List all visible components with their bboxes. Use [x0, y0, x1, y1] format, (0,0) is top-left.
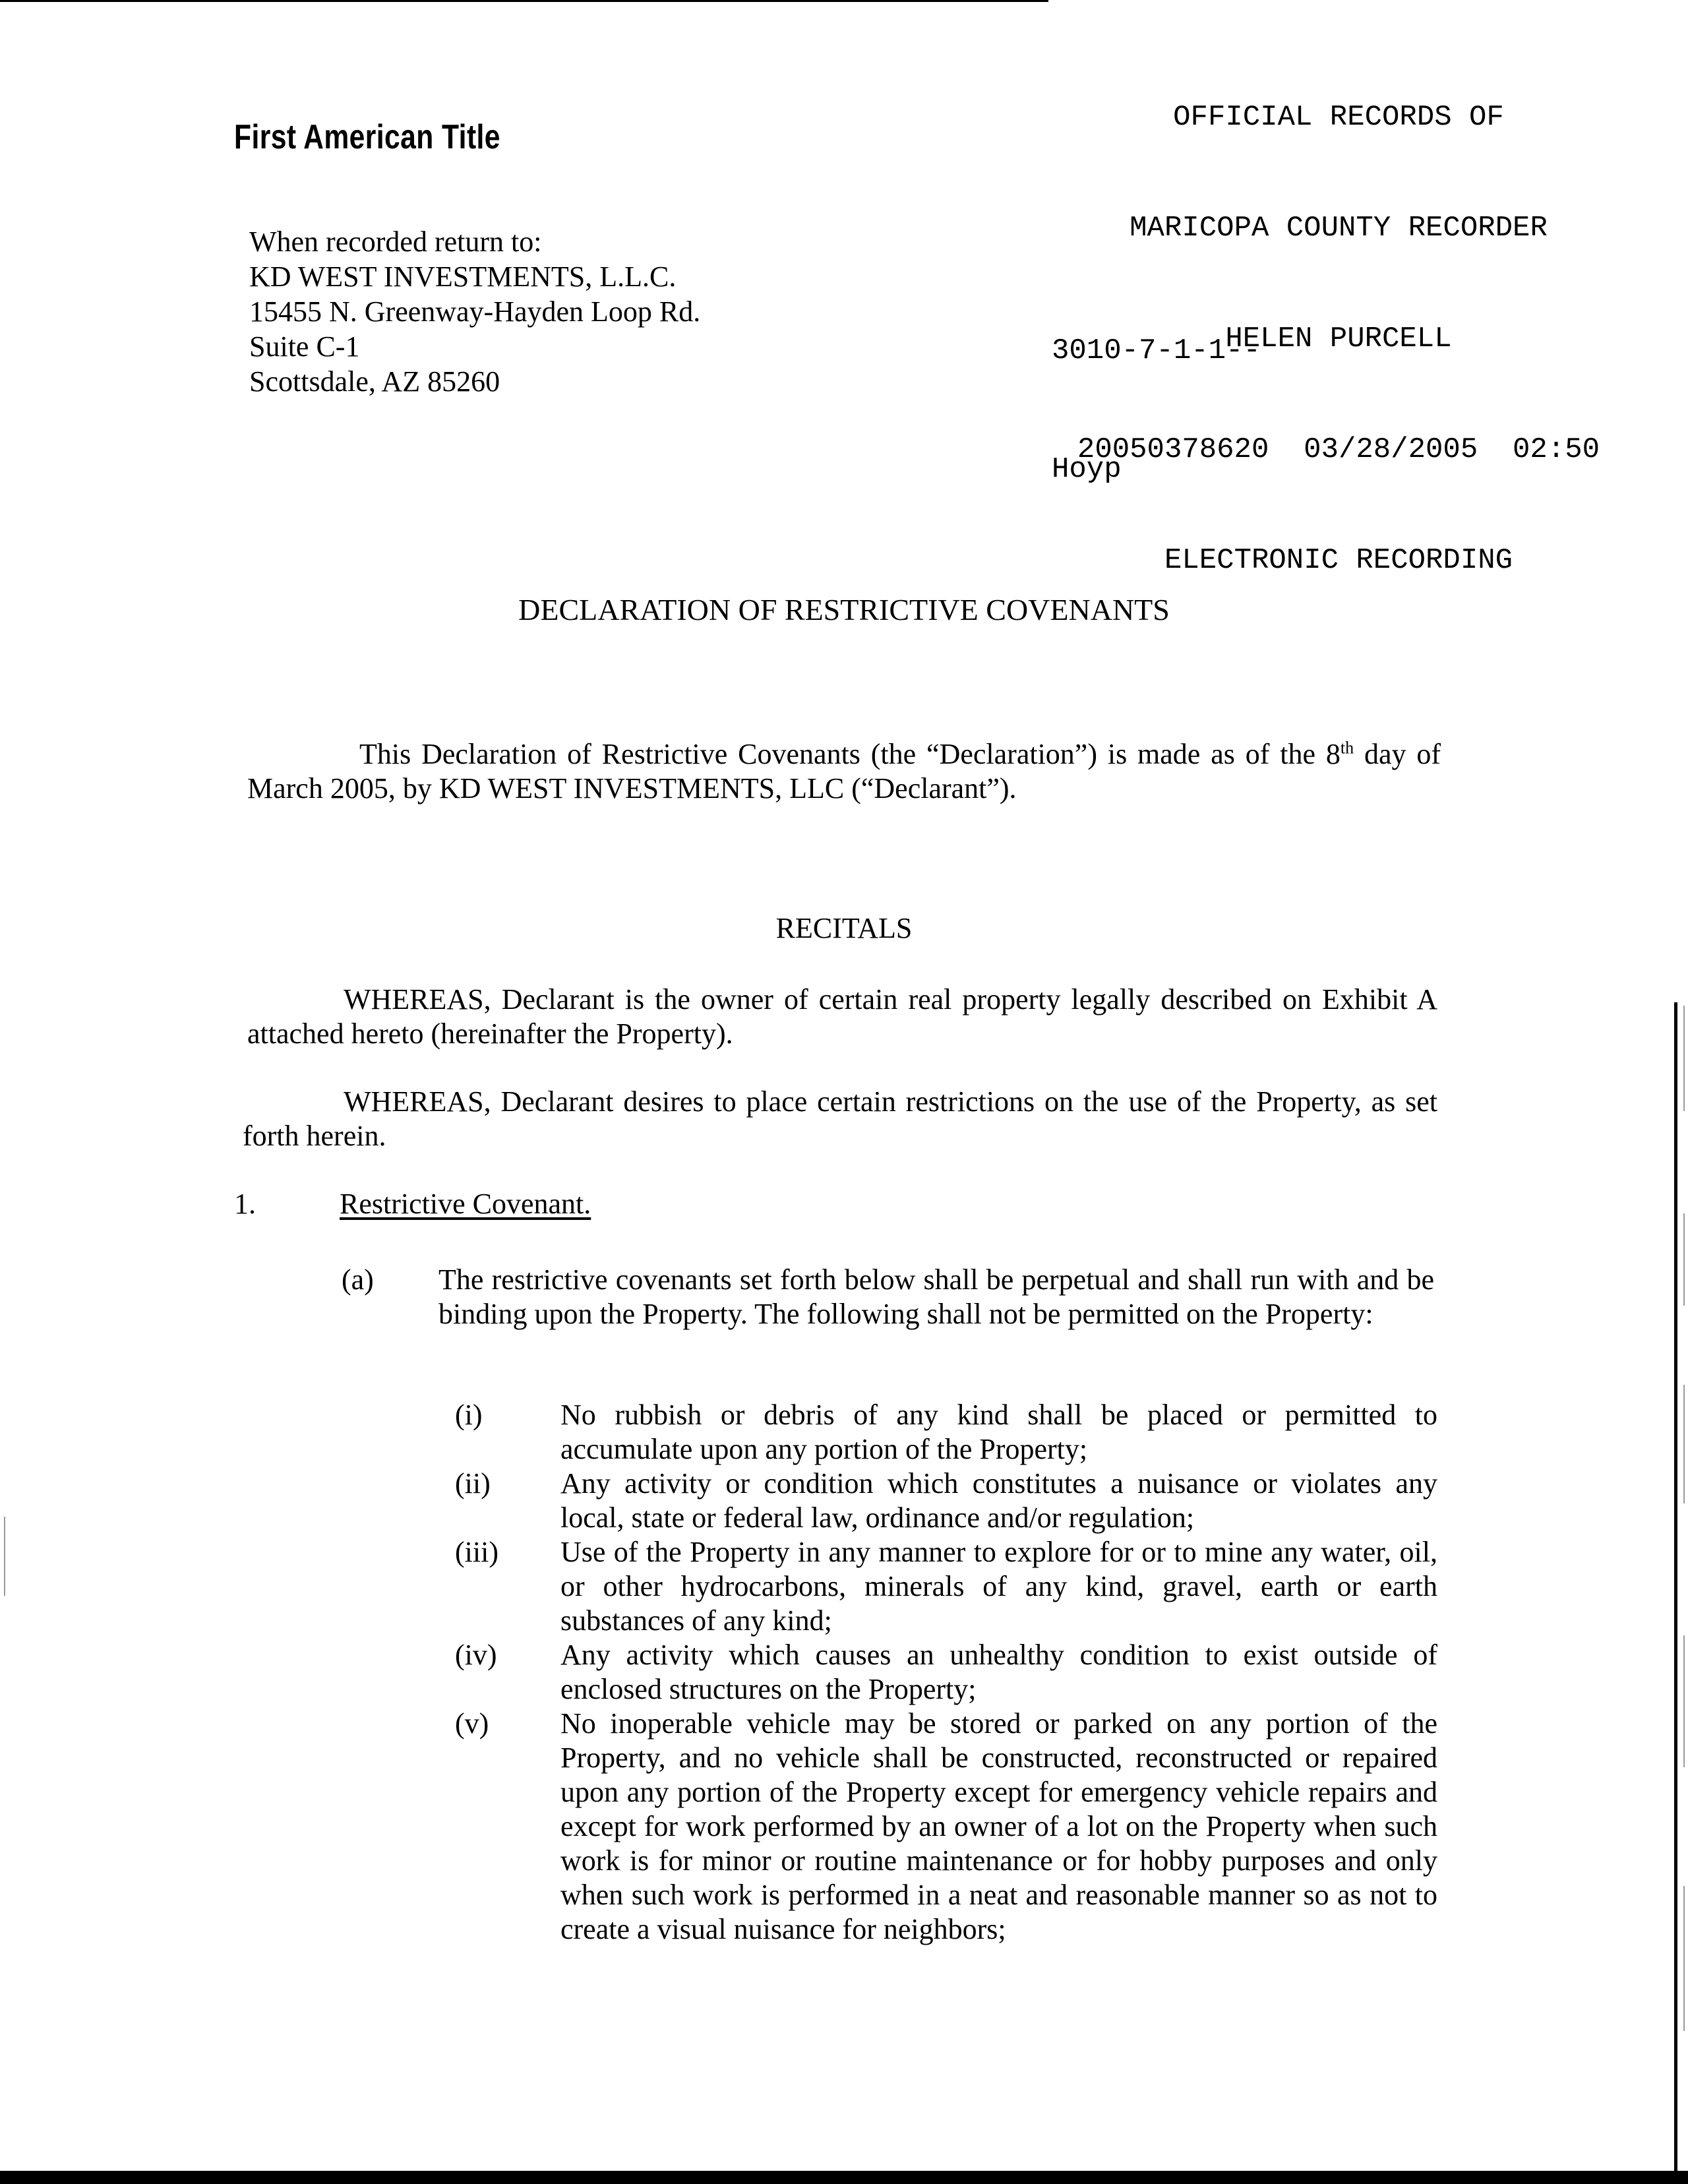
list-item — [455, 1398, 1437, 1467]
subsection-label: (a) — [342, 1263, 374, 1296]
list-item-label: (iii) — [455, 1536, 498, 1568]
recorder-line: MARICOPA COUNTY RECORDER — [1130, 212, 1548, 245]
scan-edge-mark — [4, 1517, 5, 1596]
restriction-list — [455, 1398, 1437, 1947]
list-item-label: (iv) — [455, 1639, 497, 1671]
list-item — [455, 1707, 1437, 1947]
document-title: DECLARATION OF RESTRICTIVE COVENANTS — [518, 593, 1170, 626]
recorder-line: 20050378620 03/28/2005 02:50 — [1077, 433, 1600, 466]
record-code-block — [1052, 252, 1261, 529]
return-address-line: Suite C-1 — [249, 330, 360, 363]
recitals-heading: RECITALS — [775, 912, 913, 944]
list-item — [455, 1467, 1437, 1535]
record-code: 3010-7-1-1-- — [1052, 334, 1261, 367]
intro-text: day of March 2005, by KD WEST INVESTMENTS, LLC (“Declarant”). — [247, 738, 1441, 804]
list-item-text: Any activity or condition which constitutes a nuisance or violates any local, state or federal law, ordinance and/or regulation; — [560, 1467, 1437, 1534]
list-item — [455, 1638, 1437, 1707]
whereas-paragraph: WHEREAS, Declarant desires to place certain restrictions on the use of the Property, as set forth herein. — [243, 1085, 1437, 1152]
list-item-label: (i) — [455, 1399, 483, 1431]
return-city: Scottsdale, AZ 85260 — [249, 365, 500, 398]
section-number: 1. — [234, 1188, 256, 1220]
recorder-line: HELEN PURCELL — [1225, 322, 1452, 355]
list-item-text: Use of the Property in any manner to explore for or to mine any water, oil, or other hydrocarbons, minerals of any kind, gravel, earth or earth substances of any kind; — [560, 1536, 1437, 1637]
recorder-line: ELECTRONIC RECORDING — [1164, 544, 1513, 577]
scan-edge-mark — [1683, 1385, 1685, 1503]
list-item-label: (v) — [455, 1707, 489, 1740]
scan-bottom-border — [0, 2171, 1688, 2184]
scan-right-border — [1674, 1002, 1677, 2183]
subsection-text: The restrictive covenants set forth below shall be perpetual and shall run with and be binding upon the Property. The following shall not be permitted on the Property: — [438, 1263, 1434, 1330]
list-item-text: No rubbish or debris of any kind shall be placed or permitted to accumulate upon any portion of the Property; — [560, 1399, 1437, 1465]
list-item — [455, 1535, 1437, 1638]
list-item-label: (ii) — [455, 1467, 491, 1500]
return-address-block — [249, 224, 700, 399]
list-item-text: Any activity which causes an unhealthy condition to exist outside of enclosed structures on the Property; — [560, 1639, 1437, 1705]
scan-edge-mark — [1683, 1886, 1685, 2031]
return-address-line: 15455 N. Greenway-Hayden Loop Rd. — [249, 295, 701, 328]
record-initials: Hoyp — [1052, 453, 1122, 486]
scan-edge-mark — [1683, 1213, 1685, 1306]
ordinal-suffix: th — [1340, 738, 1354, 758]
return-label: When recorded return to: — [249, 226, 542, 258]
scan-top-border — [0, 0, 1048, 2]
section-heading: Restrictive Covenant. — [340, 1188, 591, 1220]
scan-edge-mark — [1683, 1006, 1685, 1111]
scan-edge-mark — [1683, 1635, 1685, 1767]
intro-text: This Declaration of Restrictive Covenants (the “Declaration”) is made as of the 8 — [359, 738, 1341, 770]
whereas-paragraph: WHEREAS, Declarant is the owner of certain real property legally described on Exhibit A attached hereto (hereinafter the Property). — [247, 983, 1437, 1050]
list-item-text: No inoperable vehicle may be stored or parked on any portion of the Property, and no vehicle shall be constructed, reconstructed or repaired upon any portion of the Property except for emergency vehicle repairs and except for work performed by an owner of a lot on the Property when such work is for minor or routine maintenance or for hobby purposes and only when such work is performed in a neat and reasonable manner so as not to create a visual nuisance for neighbors; — [560, 1707, 1437, 1945]
intro-paragraph — [247, 737, 1441, 806]
title-company-logo: First American Title — [234, 118, 500, 156]
recorder-line: OFFICIAL RECORDS OF — [1173, 101, 1504, 134]
return-name: KD WEST INVESTMENTS, L.L.C. — [249, 260, 677, 293]
